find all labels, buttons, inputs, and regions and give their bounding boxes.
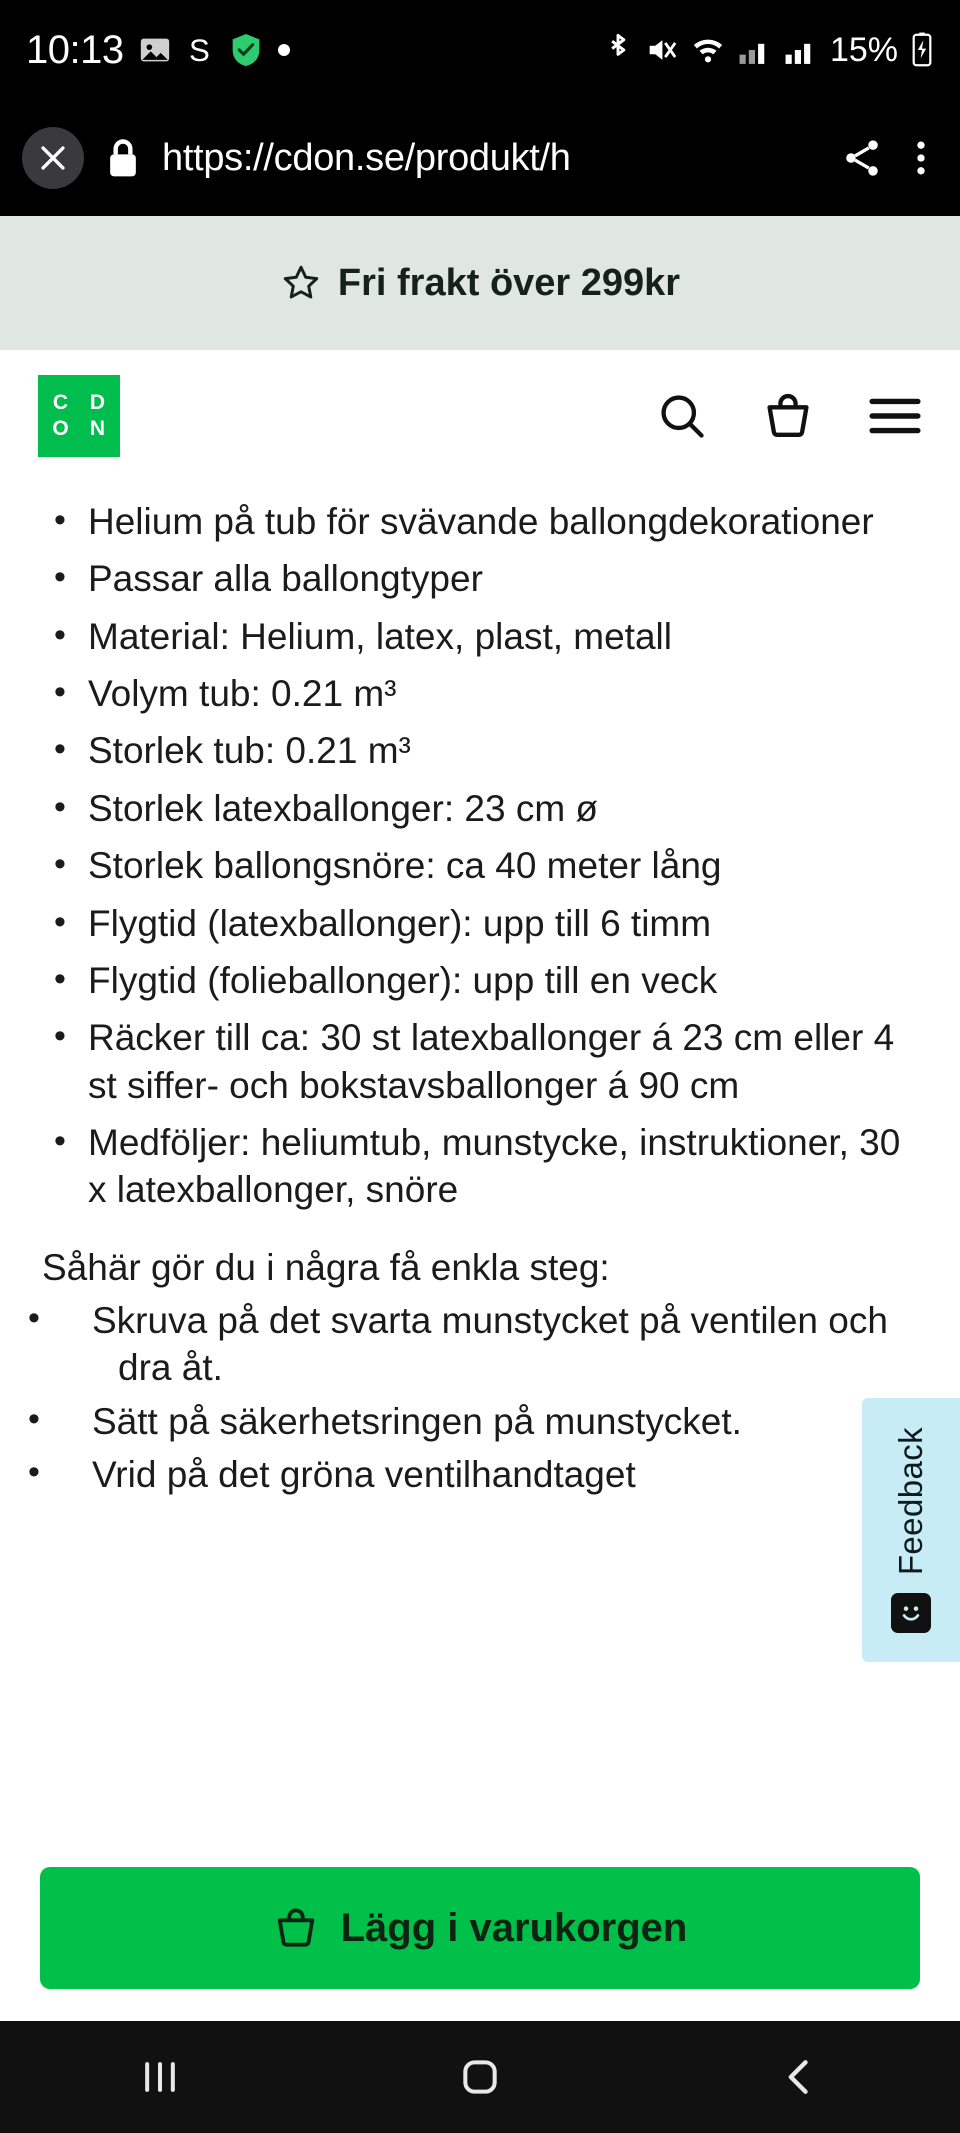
star-icon — [280, 262, 322, 304]
status-bar-left — [26, 28, 292, 73]
share-icon[interactable] — [840, 136, 884, 180]
status-clock: 10:13 — [26, 27, 124, 72]
cart-icon — [273, 1905, 319, 1951]
home-icon[interactable] — [410, 2021, 550, 2133]
status-bar-right — [604, 31, 934, 70]
list-item: • Skruva på det svarta munstycket på ventilen och dra åt. — [42, 1297, 918, 1392]
list-item: • Helium på tub för svävande ballongdekorationer — [42, 498, 918, 545]
content-fade — [0, 1789, 960, 1849]
add-to-cart-label: Lägg i varukorgen — [340, 1905, 688, 1950]
logo-letter-c: C — [52, 390, 69, 414]
steps-list — [42, 1297, 918, 1498]
cdon-logo[interactable] — [38, 375, 120, 457]
battery-charging-icon — [910, 32, 934, 68]
list-item: • Medföljer: heliumtub, munstycke, instruktioner, 30 x latexballonger, snöre — [42, 1119, 918, 1214]
hamburger-menu-icon[interactable] — [868, 393, 922, 439]
header-actions — [656, 390, 922, 442]
list-item: • Räcker till ca: 30 st latexballonger á 23 cm eller 4 st siffer- och bokstavsballonger á 90 cm — [42, 1014, 918, 1109]
logo-letter-n: N — [89, 416, 106, 440]
promo-text: Fri frakt över 299kr — [337, 261, 681, 304]
steps-intro: Såhär gör du i några få enkla steg: — [42, 1246, 610, 1288]
system-nav-bar — [0, 2021, 960, 2133]
url-input[interactable]: https://cdon.se/produkt/h — [162, 136, 571, 179]
close-icon[interactable] — [22, 127, 84, 189]
mute-icon — [644, 33, 678, 67]
list-item: • Material: Helium, latex, plast, metall — [42, 613, 918, 660]
cta-container — [0, 1849, 960, 2021]
lock-icon — [104, 136, 142, 180]
browser-url-bar[interactable] — [0, 100, 960, 216]
shield-icon — [230, 32, 262, 68]
site-header — [0, 350, 960, 482]
spec-list — [42, 498, 918, 1214]
list-item: • Storlek tub: 0.21 m³ — [42, 727, 918, 774]
back-icon[interactable] — [730, 2021, 870, 2133]
smiley-icon — [891, 1593, 931, 1633]
dot-icon — [276, 42, 292, 58]
status-bar — [0, 0, 960, 100]
feedback-label: Feedback — [891, 1426, 929, 1576]
svg-text:S: S — [188, 32, 210, 68]
samsung-s-icon — [186, 32, 216, 68]
wifi-icon — [690, 33, 726, 67]
promo-banner — [0, 216, 960, 350]
logo-letter-o: O — [52, 416, 69, 440]
image-icon — [138, 33, 172, 67]
cart-icon[interactable] — [762, 390, 814, 442]
logo-letter-d: D — [89, 390, 106, 414]
list-item: • Storlek latexballonger: 23 cm ø — [42, 785, 918, 832]
list-item: • Passar alla ballongtyper — [42, 555, 918, 602]
list-item: • Volym tub: 0.21 m³ — [42, 670, 918, 717]
search-icon[interactable] — [656, 390, 708, 442]
list-item: • Sätt på säkerhetsringen på munstycket. — [42, 1398, 918, 1445]
recents-icon[interactable] — [90, 2021, 230, 2133]
feedback-tab[interactable] — [862, 1398, 960, 1662]
list-item: • Storlek ballongsnöre: ca 40 meter lång — [42, 842, 918, 889]
signal-1-icon — [738, 34, 772, 66]
battery-percent: 15% — [829, 30, 898, 69]
add-to-cart-button[interactable] — [40, 1867, 920, 1989]
list-item: • Vrid på det gröna ventilhandtaget — [42, 1451, 918, 1498]
bluetooth-icon — [604, 31, 632, 69]
signal-2-icon — [784, 34, 818, 66]
list-item: • Flygtid (folieballonger): upp till en veck — [42, 957, 918, 1004]
more-vertical-icon[interactable] — [904, 136, 938, 180]
list-item: • Flygtid (latexballonger): upp till 6 timm — [42, 900, 918, 947]
product-description — [0, 482, 960, 1849]
